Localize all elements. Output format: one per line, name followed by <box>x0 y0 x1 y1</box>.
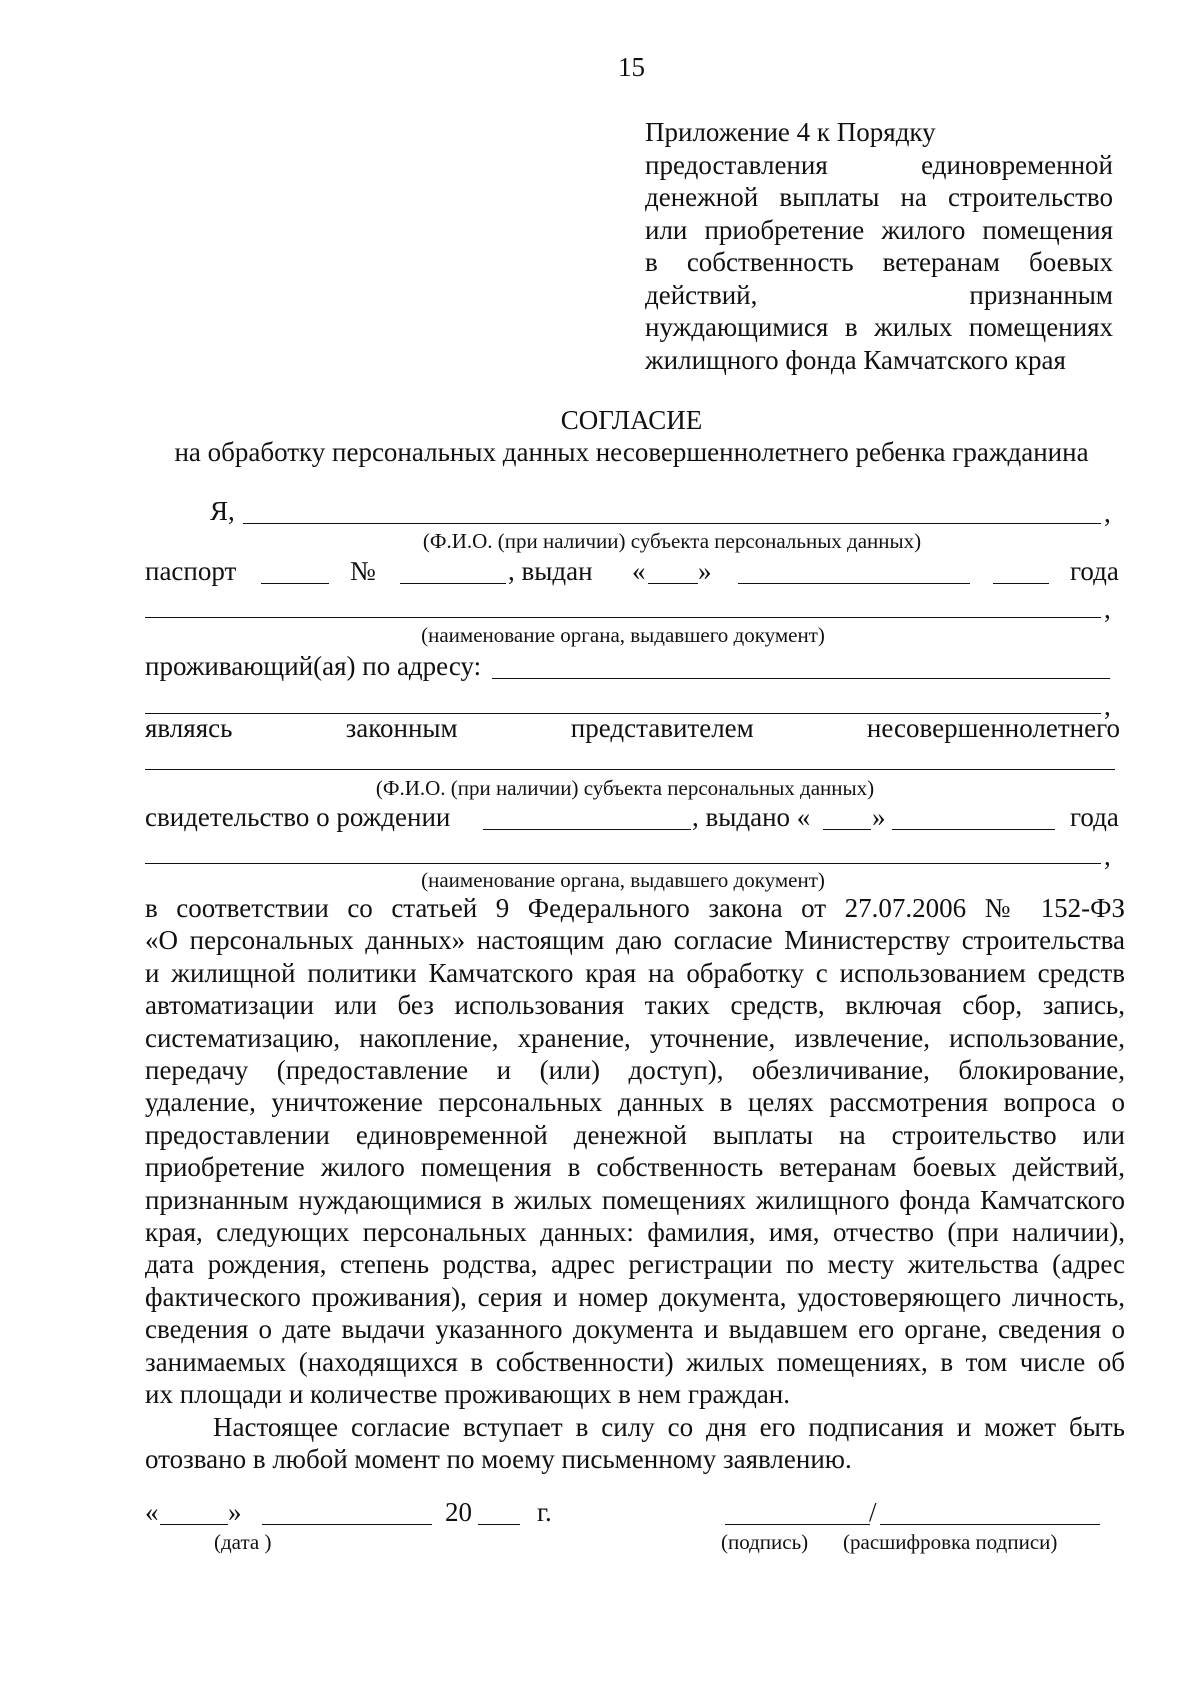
comma: , <box>1104 691 1111 721</box>
passport-series-line[interactable] <box>261 583 329 584</box>
body-line: занимаемых (находящихся в собственности) жилых помещениях, в том числе об <box>145 1346 1125 1377</box>
sig-year-prefix: 20 <box>445 1497 472 1527</box>
comma: , <box>1104 498 1111 528</box>
body-line: их площади и количестве проживающих в нем граждан. <box>145 1379 791 1410</box>
quote-close: » <box>872 802 886 832</box>
body-line: систематизацию, накопление, хранение, уточнение, извлечение, использование, <box>145 1022 1125 1053</box>
caption-signature: (подпись) <box>721 1530 809 1554</box>
caption-fio-child: (Ф.И.О. (при наличии) субъекта персональных данных) <box>375 776 875 800</box>
appendix-line: действий, признанным <box>645 279 1113 310</box>
body-line: края, следующих персональных данных: фамилия, имя, отчество (при наличии), <box>145 1217 1125 1248</box>
sig-year-suffix: г. <box>537 1497 552 1527</box>
sig-day-line[interactable] <box>160 1524 228 1525</box>
label-ya: Я, <box>210 496 235 526</box>
body-line: приобретение жилого помещения в собственность ветеранам боевых действий, <box>145 1152 1125 1183</box>
signature-decode-line[interactable] <box>880 1524 1100 1525</box>
appendix-line: жилищного фонда Камчатского края <box>645 344 1066 375</box>
body-line: отозвано в любой момент по моему письменному заявлению. <box>145 1443 852 1474</box>
word: представителем <box>570 713 754 743</box>
consent-body <box>145 892 1125 1475</box>
caption-decode: (расшифровка подписи) <box>843 1530 1058 1554</box>
label-year: года <box>1070 556 1119 586</box>
birth-cert-number-line[interactable] <box>483 829 691 830</box>
sig-quote-close: » <box>228 1497 242 1527</box>
comma: , <box>1104 594 1111 624</box>
body-line: сведения о дате выдачи указанного документа и выдавшем его органе, сведения о <box>145 1314 1125 1345</box>
sig-year-line[interactable] <box>478 1524 520 1525</box>
page-number: 15 <box>618 52 645 82</box>
quote-close: » <box>698 556 712 586</box>
quote-open: « <box>632 556 646 586</box>
word: законным <box>345 713 458 743</box>
body-line: признанным нуждающимися в жилых помещениях жилищного фонда Камчатского <box>145 1184 1125 1215</box>
sig-month-line[interactable] <box>262 1524 432 1525</box>
body-line: фактического проживания), серия и номер документа, удостоверяющего личность, <box>145 1281 1125 1312</box>
passport-organ-line[interactable] <box>145 617 1101 618</box>
birth-cert-organ-line[interactable] <box>145 863 1101 864</box>
body-line: автоматизации или без использования таких средств, включая сбор, запись, <box>145 990 1125 1021</box>
caption-organ: (наименование органа, выдавшего документ) <box>421 623 825 647</box>
caption-organ-2: (наименование органа, выдавшего документ) <box>421 868 825 892</box>
caption-date: (дата ) <box>214 1530 272 1554</box>
passport-year-line[interactable] <box>993 583 1049 584</box>
appendix-line: денежной выплаты на строительство <box>645 182 1113 212</box>
body-line: предоставлении единовременной денежной выплаты на строительство или <box>145 1119 1125 1150</box>
document-subtitle: на обработку персональных данных несовершеннолетнего ребенка гражданина <box>174 437 1089 467</box>
word: являясь <box>145 713 233 743</box>
body-line: передачу (предоставление и (или) доступ), обезличивание, блокирование, <box>145 1055 1125 1086</box>
signature-line[interactable] <box>725 1524 870 1525</box>
appendix-block <box>645 116 1113 376</box>
appendix-line: нуждающимися в жилых помещениях <box>645 312 1113 342</box>
appendix-line: в собственность ветеранам боевых <box>645 247 1113 277</box>
birth-cert-month-line[interactable] <box>892 829 1055 830</box>
body-line: в соответствии со статьей 9 Федерального закона от 27.07.2006 № 152-ФЗ <box>145 893 1125 923</box>
appendix-line: Приложение 4 к Порядку <box>645 117 936 147</box>
number-sign: № <box>350 556 376 586</box>
body-line: Настоящее согласие вступает в силу со дня его подписания и может быть <box>213 1411 1125 1442</box>
child-fio-line[interactable] <box>145 769 1115 770</box>
representative-row <box>145 712 1120 744</box>
document-title: СОГЛАСИЕ <box>560 405 703 435</box>
body-line: дата рождения, степень родства, адрес регистрации по месту жительства (адрес <box>145 1249 1125 1280</box>
word: несовершеннолетнего <box>866 713 1120 743</box>
passport-day-line[interactable] <box>648 583 698 584</box>
label-residing: проживающий(ая) по адресу: <box>145 651 482 681</box>
fio-field-line[interactable] <box>243 523 1101 524</box>
body-line: «О персональных данных» настоящим даю согласие Министерству строительства <box>145 925 1125 956</box>
appendix-line: предоставления единовременной <box>645 149 1113 180</box>
comma: , <box>1104 841 1111 871</box>
label-birth-cert: свидетельство о рождении <box>145 802 451 832</box>
body-line: и жилищной политики Камчатского края на обработку с использованием средств <box>145 957 1125 988</box>
sig-slash: / <box>869 1497 877 1527</box>
address-line-1[interactable] <box>492 678 1110 679</box>
label-year: года <box>1070 802 1119 832</box>
label-issued-f: , выдано « <box>692 802 811 832</box>
birth-cert-day-line[interactable] <box>823 829 871 830</box>
body-line: удаление, уничтожение персональных данных в целях рассмотрения вопроса о <box>145 1087 1125 1118</box>
passport-month-line[interactable] <box>738 583 970 584</box>
caption-fio: (Ф.И.О. (при наличии) субъекта персональных данных) <box>422 529 922 553</box>
sig-quote-open: « <box>145 1497 159 1527</box>
appendix-line: или приобретение жилого помещения <box>645 214 1113 245</box>
label-issued: , выдан <box>508 556 593 586</box>
passport-number-line[interactable] <box>400 583 506 584</box>
label-passport: паспорт <box>145 556 237 586</box>
